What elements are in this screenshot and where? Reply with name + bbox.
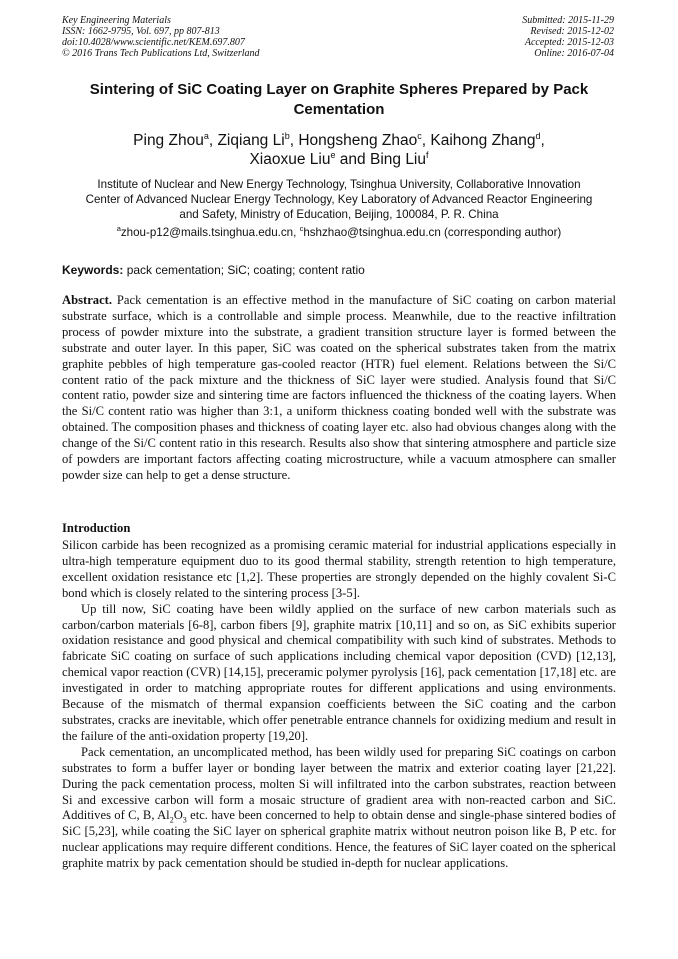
revised-date: Revised: 2015-12-02	[530, 26, 614, 37]
section-heading-introduction: Introduction	[62, 521, 131, 535]
email-link[interactable]: zhou-p12@mails.tsinghua.edu.cn,	[120, 226, 300, 239]
affiliation-line: and Safety, Ministry of Education, Beijing, 100084, P. R. China	[179, 208, 499, 221]
author-name: Ziqiang Li	[217, 132, 285, 149]
author-emails: $^a$zhou-p12@mails.tsinghua.edu.cn, $^c$hshzhao@tsinghua.edu.cn (corresponding author)	[116, 224, 562, 239]
affiliation-line: Institute of Nuclear and New Energy Technology, Tsinghua University, Collaborative Innovation	[97, 178, 581, 191]
author-marker: d	[535, 130, 541, 141]
online-date: Online: 2016-07-04	[534, 48, 614, 59]
abstract	[62, 293, 616, 484]
keywords	[62, 263, 616, 278]
journal-header-left	[62, 15, 260, 59]
paragraph: Up till now, SiC coating have been wildly applied on the surface of new carbon materials such as carbon/carbon materials [6-8], carbon fibers [9], graphite matrix [10,11] and so on, as SiC exhibits superior oxidation resistance and good physical and chemical compatibility with such kind of substrates. Methods to fabricate SiC coating on surface of such applications including chemical vapor deposition (CVD) [12,13], chemical vapor reaction (CVR) [14,15], preceramic polymer pyrolysis [16], pack cementation [17,18] etc. are investigated in order to matching appropriate routes for different applications and using environments. Because of the mismatch of thermal expansion coefficients between the SiC coating and the carbon substrates, cracks are inevitable, which offer penetrable entrance channels for oxidizing medium and result in the failure of the anti-oxidation property [19,20].	[62, 601, 616, 743]
author-name: Xiaoxue Liu	[249, 151, 331, 168]
abstract-text: Pack cementation is an effective method in the manufacture of SiC coating on carbon material substrate surface, which is a controllable and simple process. Meanwhile, due to the reactive infiltration process of powder mixture into the substrate, a gradient transition structure layer is formed between the substrate and outer layer. In this paper, SiC was coated on the spherical substrates taken from the matrix graphite pebbles of high temperature gas-cooled reactor (HTR) fuel element. Relations between the Si/C content ratio of the pack mixture and the thickness of SiC layer were studied. Analysis found that Si/C content ratio, powder size and sintering time are factors influenced the thickness of the coating layers. When the Si/C content ratio was higher than 3:1, a uniform thickness coating bonded well with the substrate was obtained. The composition phases and thickness of coating layer etc. also had obvious changes along with the change of the Si/C content ratio in this research. Results also show that sintering atmosphere and particle size of powders are important factors affecting coating microstructure, while a vacuum atmosphere can smaller powder size can help to get a dense structure.	[62, 293, 616, 482]
accepted-date: Accepted: 2015-12-03	[524, 37, 614, 48]
affiliation-line: Center of Advanced Nuclear Energy Technology, Key Laboratory of Advanced Reactor Engineering	[85, 193, 593, 206]
copyright-line: © 2016 Trans Tech Publications Ltd, Switzerland	[62, 48, 260, 59]
issn-line: ISSN: 1662-9795, Vol. 697, pp 807-813	[62, 26, 220, 37]
author-name: Ping Zhou	[133, 132, 204, 149]
author-marker: e	[330, 149, 336, 160]
journal-name: Key Engineering Materials	[62, 15, 171, 26]
introduction-body	[62, 538, 616, 872]
abstract-label: Abstract.	[62, 293, 113, 307]
email-link[interactable]: hshzhao@tsinghua.edu.cn (corresponding author)	[303, 226, 562, 239]
author-marker: c	[417, 130, 422, 141]
paragraph: Silicon carbide has been recognized as a promising ceramic material for industrial applications especially in ultra-high temperature equipment duo to its good thermal stability, strength retention to high temperature, excellent oxidation resistance etc [1,2]. These properties are strongly depended on the highly covalent Si-C bond which is closely related to the sintering process [3-5].	[62, 538, 616, 600]
paper-title: Sintering of SiC Coating Layer on Graphite Spheres Prepared by Pack Cementation	[89, 81, 589, 118]
author-name: Kaihong Zhang	[430, 132, 536, 149]
doi-line: doi:10.4028/www.scientific.net/KEM.697.807	[62, 37, 245, 48]
author-marker: a	[203, 130, 209, 141]
keywords-text: pack cementation; SiC; coating; content ratio	[123, 263, 365, 277]
submitted-date: Submitted: 2015-11-29	[522, 15, 614, 26]
author-marker: b	[284, 130, 290, 141]
affiliation	[62, 177, 616, 222]
author-marker: f	[426, 149, 429, 160]
author-name: Hongsheng Zhao	[298, 132, 418, 149]
author-name: Bing Liu	[369, 151, 426, 168]
keywords-label: Keywords:	[62, 263, 124, 277]
journal-header-right	[522, 15, 614, 59]
paragraph: Pack cementation, an uncomplicated method, has been wildly used for preparing SiC coatings on carbon substrates to form a buffer layer or bonding layer between the matrix and exterior coating layer [21,22]. During the pack cementation process, molten Si will infiltrated into the carbon substrates, reaction between Si and excessive carbon will form a mosaic structure of gradient area with non-reacted carbon and SiC. Additives of C, B, $Al_2O_3$ etc. have been concerned to help to obtain dense and single-phase sintered bodies of SiC [5,23], while coating the SiC layer on spherical graphite matrix without neutron poison like B, P etc. for nuclear applications may require different conditions. Hence, the features of SiC layer coated on the spherical graphite matrix by pack cementation should be studied in-depth for nuclear applications.	[62, 744, 616, 871]
author-list: Ping Zhou$^a$, Ziqiang Li$^b$, Hongsheng Zhao$^c$, Kaihong Zhang$^d$, Xiaoxue Liu$^e$ and Bing Liu$^f$	[133, 130, 545, 168]
